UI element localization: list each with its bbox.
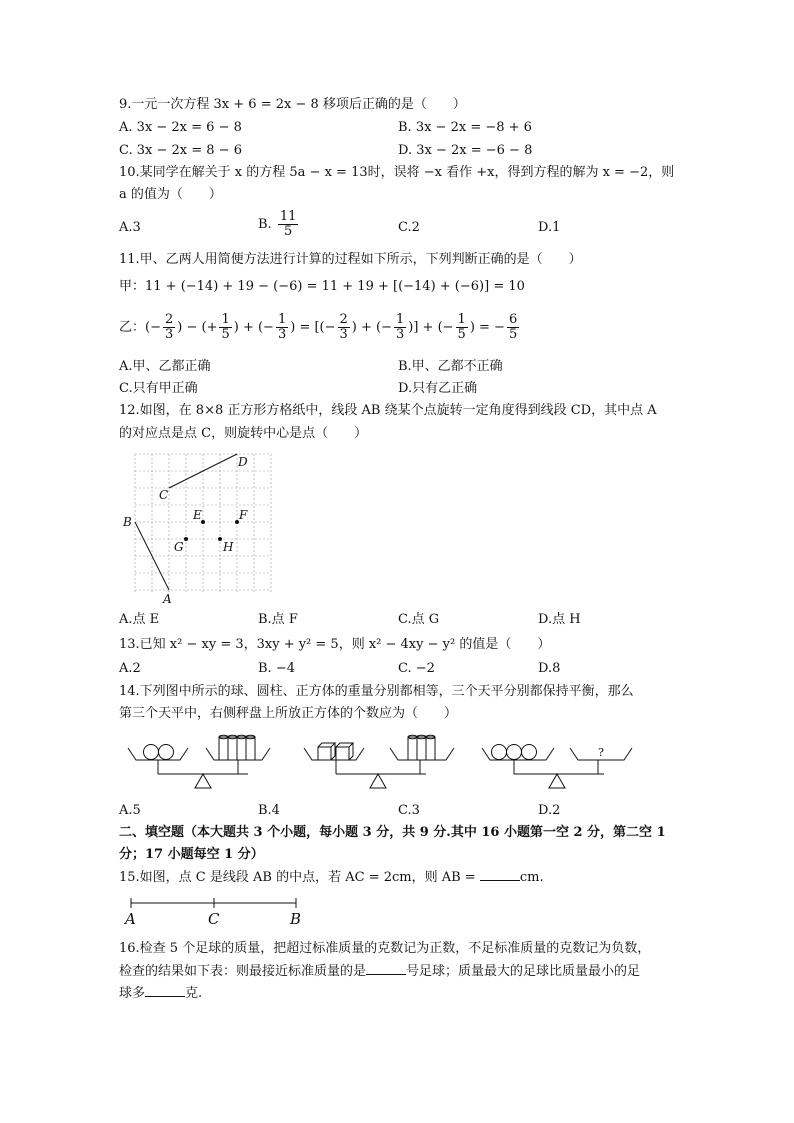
fraction-numerator: 11: [279, 209, 297, 224]
cylinder: [426, 737, 435, 760]
q16-line2: [119, 962, 640, 981]
question-mark: ?: [598, 746, 604, 759]
q10-option-d: D.1: [538, 220, 561, 235]
ball: [144, 745, 159, 760]
q9-option-c: C. 3x − 2x = 8 − 6: [119, 143, 242, 158]
balance-3: [482, 745, 632, 789]
q11-yi-prefix: 乙：: [119, 320, 146, 335]
ball: [522, 745, 537, 760]
q11-option-a: A.甲、乙都正确: [119, 359, 211, 374]
q14-option-c: C.3: [398, 803, 420, 818]
cube: [318, 743, 335, 760]
q12-stem-line2: 的对应点是点 C，则旋转中心是点（ ）: [119, 426, 368, 441]
q12-option-a: A.点 E: [119, 612, 160, 627]
q14-balance-figure: [118, 726, 648, 796]
q16-line1: 16.检查 5 个足球的质量，把超过标准质量的克数记为正数，不足标准质量的克数记为负数，: [119, 941, 651, 956]
q9-option-a: A. 3x − 2x = 6 − 8: [119, 120, 242, 135]
ball: [507, 745, 522, 760]
q11-option-d: D.只有乙正确: [398, 381, 478, 396]
q10-option-b-prefix: B.: [258, 217, 272, 232]
q12-option-c: C.点 G: [398, 612, 440, 627]
label-c: C: [208, 910, 220, 928]
label-e: E: [193, 508, 202, 522]
balance-2: [304, 735, 454, 788]
label-b: B: [123, 515, 132, 529]
q14-stem-line1: 14.下列图中所示的球、圆柱、正方体的重量分别都相等，三个天平分别都保持平衡，那么: [119, 684, 634, 699]
q11-jia-calculation: 甲：11 + (−14) + 19 − (−6) = 11 + 19 + [(−14) + (−6)] = 10: [119, 279, 525, 294]
point-h: [218, 537, 222, 541]
q14-option-a: A.5: [119, 803, 141, 818]
cylinder: [237, 737, 246, 760]
point-g: [184, 537, 188, 541]
fraction-denominator: 5: [283, 224, 293, 239]
label-h: H: [223, 540, 234, 554]
cylinder: [408, 737, 417, 760]
q9-stem: 9.一元一次方程 3x + 6 = 2x − 8 移项后正确的是（ ）: [119, 97, 466, 112]
q12-grid-figure: [118, 450, 278, 606]
q10-stem-line2: a 的值为（ ）: [119, 187, 222, 202]
q10-stem-line1: 10.某同学在解关于 x 的方程 5a − x = 13时，误将 −x 看作 +x，得到方程的解为 x = −2，则: [119, 165, 675, 180]
label-b: B: [290, 910, 302, 928]
q10-option-b-fraction: [278, 210, 299, 239]
q16-blank-2: [145, 984, 185, 997]
q10-option-b: [258, 210, 300, 239]
q12-stem-line1: 12.如图，在 8×8 正方形方格纸中，线段 AB 绕某个点旋转一定角度得到线段 CD，其中点 A: [119, 403, 657, 418]
ball: [492, 745, 507, 760]
q14-option-d: D.2: [538, 803, 561, 818]
q10-option-a: A.3: [119, 220, 141, 235]
q13-option-c: C. −2: [398, 661, 435, 676]
q13-option-a: A.2: [119, 661, 141, 676]
q16-line2-text-b: 号足球；质量最大的足球比质量最小的足: [406, 964, 641, 979]
q15-stem-text: 15.如图，点 C 是线段 AB 的中点，若 AC = 2cm，则 AB =: [119, 870, 476, 885]
label-d: D: [238, 455, 248, 469]
q14-stem-line2: 第三个天平中，右侧秤盘上所放正方体的个数应为（ ）: [119, 706, 458, 721]
q16-line3: [119, 984, 202, 1003]
q16-blank-1: [366, 962, 406, 975]
section2-heading-line1: 二、填空题（本大题共 3 个小题，每小题 3 分，共 9 分.其中 16 小题第一空 2 分，第二空 1: [119, 825, 666, 840]
label-c: C: [159, 488, 169, 502]
q11-option-b: B.甲、乙都不正确: [398, 359, 503, 374]
q11-option-c: C.只有甲正确: [119, 381, 198, 396]
q12-option-d: D.点 H: [538, 612, 581, 627]
q16-line3-text-a: 球多: [119, 986, 146, 1001]
q13-option-b: B. −4: [258, 661, 295, 676]
q13-stem: 13.已知 x² − xy = 3，3xy + y² = 5，则 x² − 4xy − y² 的值是（ ）: [119, 637, 551, 652]
cylinder: [417, 737, 426, 760]
label-a: A: [163, 592, 172, 606]
q11-yi-calculation: 乙：(− $\frac{2}{3}$ ) − (+ $\frac{1}{5}$ ) + (− $\frac{1}{3}$ ) = [(− $\frac{2}{3}$ ) + (− $\frac{1}{3}$ )] + (− $\frac{1}{5}$ ) = − $\frac{6}{5}$: [119, 312, 518, 342]
cylinder: [246, 737, 255, 760]
label-g: G: [174, 540, 184, 554]
cylinder: [228, 737, 237, 760]
q16-line2-text-a: 检查的结果如下表：则最接近标准质量的是: [119, 964, 367, 979]
q9-option-d: D. 3x − 2x = −6 − 8: [398, 143, 533, 158]
q10-option-c: C.2: [398, 220, 420, 235]
cube: [336, 743, 353, 760]
q15-unit: cm.: [519, 870, 544, 885]
q16-line3-text-b: 克.: [185, 986, 203, 1001]
balance-1: [128, 735, 270, 788]
section2-heading-line2: 分；17 小题每空 1 分）: [119, 847, 264, 862]
q11-stem: 11.甲、乙两人用简便方法进行计算的过程如下所示，下列判断正确的是（ ）: [119, 252, 582, 267]
q15-segment-figure: [118, 890, 318, 930]
label-a: A: [125, 910, 136, 928]
q12-option-b: B.点 F: [258, 612, 298, 627]
q14-option-b: B.4: [258, 803, 280, 818]
cylinder: [219, 737, 228, 760]
ball: [159, 745, 174, 760]
q15-answer-blank: [480, 868, 520, 881]
label-f: F: [239, 508, 248, 522]
q13-option-d: D.8: [538, 661, 561, 676]
q9-option-b: B. 3x − 2x = −8 + 6: [398, 120, 532, 135]
q15-stem: [119, 868, 544, 887]
